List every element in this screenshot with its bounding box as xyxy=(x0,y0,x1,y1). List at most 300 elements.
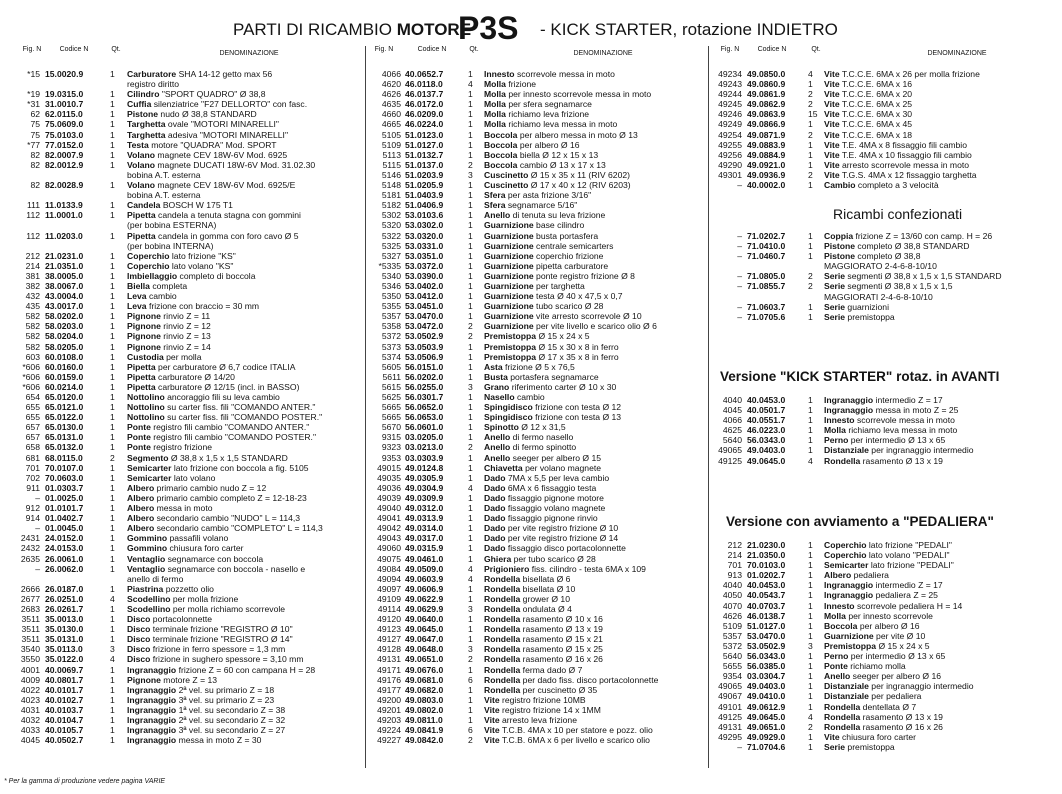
part-fig: 5109 xyxy=(381,139,401,150)
part-description: Anello di fermo nasello xyxy=(484,432,574,443)
part-qty: 1 xyxy=(468,371,473,382)
part-fig: 49171 xyxy=(377,664,401,675)
part-code: 40.0501.7 xyxy=(747,405,786,416)
part-description: Premistoppa Ø 17 x 35 x 8 in ferro xyxy=(484,351,619,362)
part-qty: 1 xyxy=(468,523,473,534)
part-qty: 1 xyxy=(808,415,813,426)
part-fig: 5640 xyxy=(722,435,742,446)
part-code: 40.0703.7 xyxy=(747,600,786,611)
part-row xyxy=(369,543,707,553)
part-row xyxy=(369,311,707,321)
part-fig: 75 xyxy=(30,119,40,130)
part-row xyxy=(369,109,707,119)
part-qty: 1 xyxy=(468,624,473,635)
part-fig: 5640 xyxy=(722,651,742,662)
part-qty: 1 xyxy=(110,664,115,675)
part-description: Ponte registro frizione xyxy=(127,442,213,453)
part-code: 56.0601.0 xyxy=(405,422,444,433)
part-qty: 1 xyxy=(808,570,813,581)
part-description: Innesto scorrevole messa in moto xyxy=(484,69,615,79)
part-code: 21.0230.0 xyxy=(747,540,786,550)
part-code: 49.0802.0 xyxy=(405,704,444,715)
part-row xyxy=(712,271,1058,281)
part-row xyxy=(369,654,707,664)
part-description: Pistone nudo Ø 38,8 STANDARD xyxy=(127,109,257,120)
part-description: Ponte registro fili cambio "COMANDO POSTER." xyxy=(127,432,316,443)
part-description: Anello di tenuta su leva frizione xyxy=(484,210,606,221)
part-qty: 1 xyxy=(110,603,115,614)
part-fig: 49201 xyxy=(377,704,401,715)
part-row xyxy=(369,352,707,362)
part-qty: 1 xyxy=(468,230,473,241)
part-row xyxy=(4,735,364,745)
part-fig: 3540 xyxy=(20,644,40,655)
part-fig: 49125 xyxy=(718,455,742,466)
part-description: Dado 7MA x 5,5 per leva cambio xyxy=(484,472,610,483)
part-row xyxy=(369,725,707,735)
part-description: Vite T.E. 4MA x 10 fissaggio fili cambio xyxy=(824,149,972,160)
part-row xyxy=(4,715,364,725)
header-denominazione: DENOMINAZIONE xyxy=(219,50,279,57)
part-code: 65.0120.0 xyxy=(45,392,84,402)
part-row xyxy=(4,695,364,705)
part-code: 49.0606.9 xyxy=(405,583,444,594)
part-description: Albero primario cambio nudo Z = 12 xyxy=(127,482,267,493)
part-fig: 9323 xyxy=(381,442,401,453)
part-code: 62.0115.0 xyxy=(45,109,83,120)
part-code: 70.0107.0 xyxy=(45,462,84,473)
header-denominazione: DENOMINAZIONE xyxy=(573,50,633,57)
part-fig: 49125 xyxy=(718,711,742,722)
part-fig: 111 xyxy=(26,200,40,211)
part-fig: 5325 xyxy=(381,240,401,251)
part-fig: 432 xyxy=(25,291,40,302)
part-row xyxy=(712,241,1058,251)
part-code: 03.0213.0 xyxy=(405,442,444,453)
part-code: 65.0130.0 xyxy=(45,422,84,433)
part-description: Premistoppa Ø 15 x 24 x 5 xyxy=(484,331,590,342)
part-row xyxy=(4,463,364,473)
part-fig: 5346 xyxy=(381,280,401,291)
part-code: 65.0131.0 xyxy=(45,432,84,443)
part-fig: 49039 xyxy=(377,492,401,503)
part-qty: 1 xyxy=(110,482,115,493)
part-code: 40.0502.7 xyxy=(45,735,84,746)
part-fig: 49234 xyxy=(718,69,742,79)
part-code: 51.0123.0 xyxy=(405,129,444,140)
part-fig: 5357 xyxy=(722,630,742,641)
part-fig: 49065 xyxy=(718,445,742,456)
part-code: 40.0103.7 xyxy=(45,704,84,715)
part-description: Innesto scorrevole pedaliera H = 14 xyxy=(824,600,963,611)
header-denominazione: DENOMINAZIONE xyxy=(927,50,987,57)
part-description: Rondella grower Ø 10 xyxy=(484,593,570,604)
part-row xyxy=(712,312,1058,322)
part-fig: 2432 xyxy=(20,543,40,554)
part-code: 49.0860.9 xyxy=(747,79,786,90)
header-qt: Qt. xyxy=(469,46,479,53)
part-fig: 3511 xyxy=(21,624,40,635)
part-qty: 1 xyxy=(468,392,473,402)
part-description: Molla per sfera segnamarce xyxy=(484,99,592,110)
part-fig: 4032 xyxy=(20,715,40,725)
part-description: Ponte richiamo molla xyxy=(824,661,906,672)
part-fig: *606 xyxy=(22,371,40,382)
part-qty: 1 xyxy=(110,432,115,443)
part-qty: 1 xyxy=(110,230,115,241)
part-description: (per bobina INTERNA) xyxy=(127,240,214,251)
part-qty: 1 xyxy=(808,540,813,550)
parts-list-confezionati xyxy=(712,231,1058,322)
part-code: 53.0506.9 xyxy=(405,351,444,362)
part-row xyxy=(369,564,707,574)
part-fig: 49067 xyxy=(718,691,742,702)
part-fig: 911 xyxy=(26,482,40,493)
part-row xyxy=(369,301,707,311)
part-fig: 5340 xyxy=(381,270,401,281)
part-code: 46.0224.0 xyxy=(405,119,444,130)
part-fig: 5148 xyxy=(381,180,401,191)
part-row xyxy=(4,523,364,533)
part-qty: 1 xyxy=(110,624,115,635)
part-code: 70.0103.0 xyxy=(747,560,786,571)
part-description: Gommino passafili volano xyxy=(127,533,229,544)
part-row xyxy=(369,69,707,79)
part-row xyxy=(712,570,1058,580)
part-qty: 1 xyxy=(110,694,115,705)
part-fig: *15 xyxy=(27,69,40,79)
part-row xyxy=(712,722,1058,732)
part-fig: 4022 xyxy=(20,684,40,695)
part-row xyxy=(369,291,707,301)
part-code: 49.0676.0 xyxy=(405,664,444,675)
part-qty: 1 xyxy=(808,600,813,611)
header-qt: Qt. xyxy=(811,46,821,53)
header-qt: Qt. xyxy=(111,46,121,53)
part-row xyxy=(4,119,364,129)
part-qty: 1 xyxy=(110,200,115,211)
part-description: Perno per intermedio Ø 13 x 65 xyxy=(824,435,946,446)
part-fig: 49065 xyxy=(718,681,742,692)
part-row xyxy=(4,422,364,432)
part-qty: 1 xyxy=(808,580,813,591)
section-pedaliera: Versione con avviamento a "PEDALIERA" xyxy=(726,514,994,529)
part-fig: 5605 xyxy=(381,361,401,372)
part-row xyxy=(712,671,1058,681)
part-description: Dado fissaggio pignone rinvio xyxy=(484,513,598,524)
header-fig: Fig. N xyxy=(374,46,394,53)
part-description: Prigioniero fiss. cilindro - testa 6MA x 109 xyxy=(484,563,646,574)
part-description: Molla richiamo leva frizione xyxy=(484,109,590,120)
part-row xyxy=(4,362,364,372)
part-qty: 1 xyxy=(468,412,473,423)
part-description: Carburatore SHA 14-12 getto max 56 xyxy=(127,69,273,79)
part-qty: 1 xyxy=(110,503,115,514)
part-qty: 1 xyxy=(468,210,473,221)
part-qty: 1 xyxy=(468,533,473,544)
part-fig: 49060 xyxy=(377,543,401,554)
part-qty: 1 xyxy=(468,634,473,645)
part-row xyxy=(4,150,364,160)
part-row xyxy=(712,180,1058,190)
part-fig: 5665 xyxy=(381,402,401,413)
part-fig: 49203 xyxy=(377,715,401,725)
part-description: registro diritto xyxy=(127,79,180,90)
part-description: Vite T.C.C.E. 6MA x 16 xyxy=(824,79,913,90)
part-fig: 49109 xyxy=(377,593,401,604)
part-description: Spingidisco frizione con testa Ø 12 xyxy=(484,402,622,413)
part-qty: 1 xyxy=(808,630,813,641)
part-row xyxy=(369,119,707,129)
part-fig: 49114 xyxy=(377,603,401,614)
part-description: Vite registro frizione 10MB xyxy=(484,694,586,705)
part-fig: 4040 xyxy=(722,580,742,591)
part-row xyxy=(712,231,1058,241)
part-qty: 1 xyxy=(468,432,473,443)
part-code: 56.0343.0 xyxy=(747,651,786,662)
part-row xyxy=(4,473,364,483)
part-fig: 5611 xyxy=(382,371,401,382)
part-code: 49.0866.9 xyxy=(747,119,786,130)
part-description: Serie premistoppa xyxy=(824,311,895,322)
part-qty: 1 xyxy=(110,119,115,130)
part-row xyxy=(369,241,707,251)
part-fig: 4009 xyxy=(20,674,40,685)
part-row xyxy=(369,251,707,261)
part-description: Spingidisco frizione con testa Ø 13 xyxy=(484,412,622,423)
part-code: 26.0061.0 xyxy=(45,553,84,564)
part-description: Coperchio lato volano "PEDALI" xyxy=(824,550,950,561)
part-qty: 4 xyxy=(468,563,473,574)
part-row xyxy=(4,210,364,220)
part-description: (per bobina ESTERNA) xyxy=(127,220,217,231)
part-fig: 49127 xyxy=(377,634,401,645)
part-fig: 214 xyxy=(25,260,40,271)
part-qty: 4 xyxy=(808,455,813,466)
part-fig: 4031 xyxy=(20,704,40,715)
part-qty: 1 xyxy=(808,159,813,170)
part-description: Ingranaggio intermedio Z = 17 xyxy=(824,580,943,591)
part-qty: 1 xyxy=(110,563,115,574)
part-code: 53.0470.0 xyxy=(747,630,786,641)
part-code: 40.0105.7 xyxy=(45,725,84,736)
part-description: Ingranaggio 1ª vel. su secondario Z = 38 xyxy=(127,704,286,715)
part-row xyxy=(712,89,1058,99)
part-row xyxy=(369,200,707,210)
part-qty: 1 xyxy=(110,634,115,645)
part-qty: 2 xyxy=(110,452,115,463)
part-row xyxy=(4,654,364,664)
part-fig: 2683 xyxy=(20,603,40,614)
part-qty: 1 xyxy=(468,99,473,110)
part-code: 01.0202.7 xyxy=(747,570,786,581)
part-qty: 1 xyxy=(808,405,813,416)
part-code: 49.0929.0 xyxy=(747,731,786,742)
part-code: 38.0005.0 xyxy=(45,270,84,281)
part-row xyxy=(4,432,364,442)
part-qty: 3 xyxy=(468,603,473,614)
part-qty: 1 xyxy=(110,674,115,685)
part-fig: 4033 xyxy=(20,725,40,736)
part-description: Vite T.G.S. 4MA x 12 fissaggio targhetta xyxy=(824,169,977,180)
part-description: Disco frizione in sughero spessore = 3,10 mm xyxy=(127,654,304,665)
part-description: Candela BOSCH W 175 T1 xyxy=(127,200,233,211)
part-row xyxy=(369,735,707,745)
part-row xyxy=(712,601,1058,611)
part-fig: 62 xyxy=(30,109,40,120)
part-qty: 1 xyxy=(110,583,115,594)
part-code: 49.0936.9 xyxy=(747,169,786,180)
part-fig: 112 xyxy=(26,210,40,221)
part-description: Guarnizione coperchio frizione xyxy=(484,250,604,261)
part-code: 46.0223.0 xyxy=(747,425,786,436)
part-fig: 49295 xyxy=(718,731,742,742)
part-fig: 49255 xyxy=(718,139,742,150)
part-code: 60.0159.0 xyxy=(45,371,84,382)
part-row xyxy=(4,331,364,341)
part-code: 26.0261.7 xyxy=(45,603,84,614)
part-code: 65.0121.0 xyxy=(45,402,84,413)
part-description: Perno per intermedio Ø 13 x 65 xyxy=(824,651,946,662)
part-code: 46.0209.0 xyxy=(405,109,444,120)
part-code: 35.0113.0 xyxy=(45,644,83,655)
part-code: 49.0313.9 xyxy=(405,513,444,524)
part-code: 56.0255.0 xyxy=(405,381,444,392)
part-code: 56.0343.0 xyxy=(747,435,786,446)
part-code: 49.0403.0 xyxy=(747,681,786,692)
part-description: Rondella rasamento Ø 13 x 19 xyxy=(484,624,603,635)
part-row xyxy=(712,445,1058,455)
part-qty: 1 xyxy=(468,220,473,231)
part-row xyxy=(712,261,1058,271)
part-description: Rondella ondulata Ø 4 xyxy=(484,603,572,614)
part-code: 40.0101.7 xyxy=(45,684,84,695)
part-code: 49.0124.8 xyxy=(405,462,444,473)
part-row xyxy=(712,540,1058,550)
part-qty: 1 xyxy=(468,704,473,715)
part-qty: 1 xyxy=(808,445,813,456)
part-code: 40.0551.7 xyxy=(747,415,786,426)
part-fig: 9353 xyxy=(381,452,401,463)
part-fig: – xyxy=(737,311,742,322)
part-fig: 4040 xyxy=(722,395,742,405)
part-row xyxy=(369,271,707,281)
part-fig: 582 xyxy=(25,341,40,352)
part-code: 46.0172.0 xyxy=(405,99,444,110)
part-row xyxy=(4,281,364,291)
part-qty: 1 xyxy=(808,180,813,191)
part-row xyxy=(4,594,364,604)
part-code: 49.0861.9 xyxy=(747,89,786,100)
part-fig: 582 xyxy=(25,331,40,342)
part-qty: 1 xyxy=(468,311,473,322)
part-fig: 2666 xyxy=(20,583,40,594)
part-qty: 1 xyxy=(110,149,115,160)
part-qty: 1 xyxy=(468,543,473,554)
part-row xyxy=(4,180,364,190)
part-row xyxy=(4,200,364,210)
part-qty: 1 xyxy=(110,210,115,221)
part-code: 49.0317.0 xyxy=(405,533,444,544)
part-qty: 3 xyxy=(110,644,115,655)
part-description: Boccola per albero messa in moto Ø 13 xyxy=(484,129,638,140)
part-code: 58.0203.0 xyxy=(45,321,84,332)
part-description: Rondella bisellata Ø 10 xyxy=(484,583,576,594)
part-row xyxy=(369,150,707,160)
part-code: 49.0305.9 xyxy=(405,472,444,483)
part-row xyxy=(712,560,1058,570)
part-code: 77.0152.0 xyxy=(45,139,84,150)
part-qty: 1 xyxy=(110,341,115,352)
header-col1 xyxy=(4,46,364,68)
part-qty: 1 xyxy=(468,351,473,362)
part-qty: 1 xyxy=(110,704,115,715)
part-fig: 913 xyxy=(727,570,742,581)
part-fig: 82 xyxy=(30,180,40,191)
part-description: Ingranaggio messa in moto Z = 25 xyxy=(824,405,959,416)
part-code: 03.0304.7 xyxy=(747,671,786,682)
part-fig: 49084 xyxy=(377,563,401,574)
part-code: 01.0025.0 xyxy=(45,492,84,503)
part-qty: 4 xyxy=(110,593,115,604)
part-qty: 1 xyxy=(468,89,473,100)
part-qty: 1 xyxy=(468,492,473,503)
part-fig: 49128 xyxy=(377,644,401,655)
part-code: 26.0251.0 xyxy=(45,593,84,604)
part-row xyxy=(712,580,1058,590)
part-code: 53.0470.0 xyxy=(405,311,444,322)
part-description: Cilindro "SPORT QUADRO" Ø 38,8 xyxy=(127,89,266,100)
part-code: 40.0801.7 xyxy=(45,674,84,685)
part-description: Anello seeger per albero Ø 15 xyxy=(484,452,602,463)
part-row xyxy=(369,220,707,230)
part-fig: 4023 xyxy=(20,694,40,705)
part-code: 49.0645.0 xyxy=(405,624,444,635)
part-qty: 1 xyxy=(808,701,813,712)
part-code: 49.0841.9 xyxy=(405,725,444,736)
part-fig: 49123 xyxy=(377,624,401,635)
part-code: 71.0855.7 xyxy=(747,281,786,292)
part-qty: 1 xyxy=(468,250,473,261)
part-fig: *31 xyxy=(27,99,40,110)
part-qty: 1 xyxy=(110,442,115,453)
part-code: 56.0653.0 xyxy=(405,412,444,423)
part-row xyxy=(4,241,364,251)
part-fig: 49131 xyxy=(377,654,401,665)
part-fig: – xyxy=(737,241,742,252)
part-fig: 9315 xyxy=(381,432,401,443)
part-qty: 1 xyxy=(468,614,473,625)
part-row xyxy=(4,352,364,362)
part-fig: 655 xyxy=(25,412,40,423)
part-fig: – xyxy=(35,492,40,503)
part-row xyxy=(369,281,707,291)
part-qty: 3 xyxy=(468,169,473,180)
part-row xyxy=(369,695,707,705)
part-description: Rondella bisellata Ø 6 xyxy=(484,573,571,584)
part-row xyxy=(369,210,707,220)
part-qty: 1 xyxy=(468,361,473,372)
part-code: 49.0681.0 xyxy=(405,674,444,685)
part-qty: 1 xyxy=(110,412,115,423)
part-fig: 9354 xyxy=(722,671,742,682)
part-description: Pignone motore Z = 13 xyxy=(127,674,218,685)
part-qty: 1 xyxy=(110,159,115,170)
part-code: 46.0137.7 xyxy=(405,89,444,100)
part-qty: 6 xyxy=(468,674,473,685)
part-fig: 4050 xyxy=(722,590,742,601)
part-row xyxy=(712,641,1058,651)
